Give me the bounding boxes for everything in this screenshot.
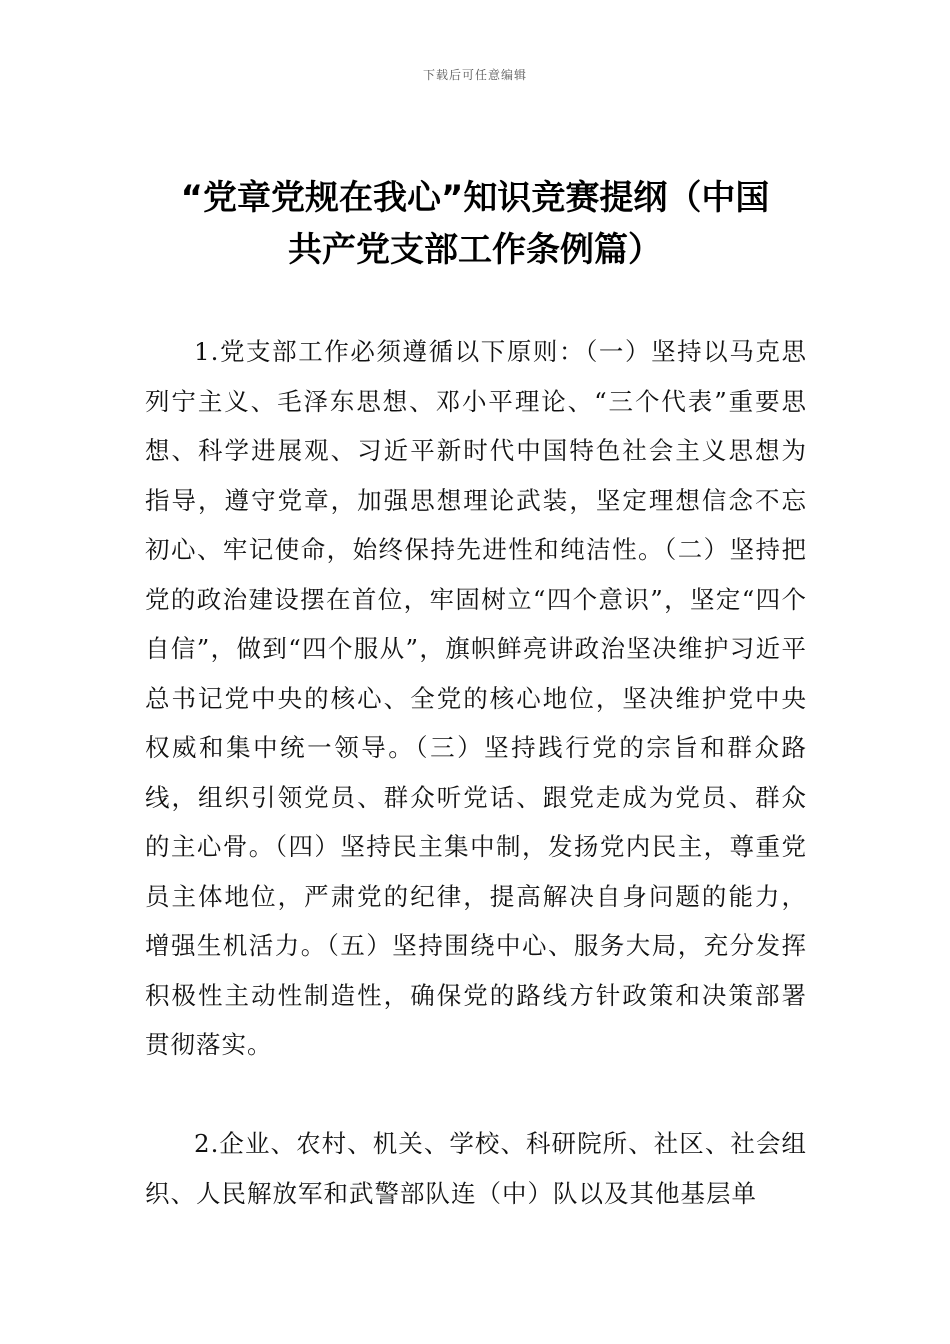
paragraph-2 <box>145 1119 807 1218</box>
title-line-2: 共产党支部工作条例篇） <box>288 230 662 270</box>
paragraph-2-text: 2.企业、农村、机关、学校、科研院所、社区、社会组织、人民解放军和武警部队连（中）队以及其他基层单 <box>145 1129 807 1208</box>
paragraph-1-text: 1.党支部工作必须遵循以下原则：（一）坚持以马克思列宁主义、毛泽东思想、邓小平理论、“三个代表”重要思想、科学进展观、习近平新时代中国特色社会主义思想为指导，遵守党章，加强思想理论武装，坚定理想信念不忘初心、牢记使命，始终保持先进性和纯洁性。（二）坚持把党的政治建设摆在首位，牢固树立“四个意识”，坚定“四个自信”，做到“四个服从”，旗帜鲜亮讲政治坚决维护习近平总书记党中央的核心、全党的核心地位，坚决维护党中央权威和集中统一领导。（三）坚持践行党的宗旨和群众路线，组织引领党员、群众听党话、跟党走成为党员、群众的主心骨。（四）坚持民主集中制，发扬党内民主，尊重党员主体地位，严肃党的纪律，提高解决自身问题的能力，增强生机活力。（五）坚持围绕中心、服务大局，充分发挥积极性主动性制造性，确保党的路线方针政策和决策部署贯彻落实。 <box>145 337 807 1059</box>
title-line-1: “党章党规在我心”知识竞赛提纲（中国 <box>180 178 770 218</box>
header-note: 下载后可任意编辑 <box>422 68 527 82</box>
paragraph-1 <box>145 327 807 1070</box>
document-title <box>100 172 850 276</box>
